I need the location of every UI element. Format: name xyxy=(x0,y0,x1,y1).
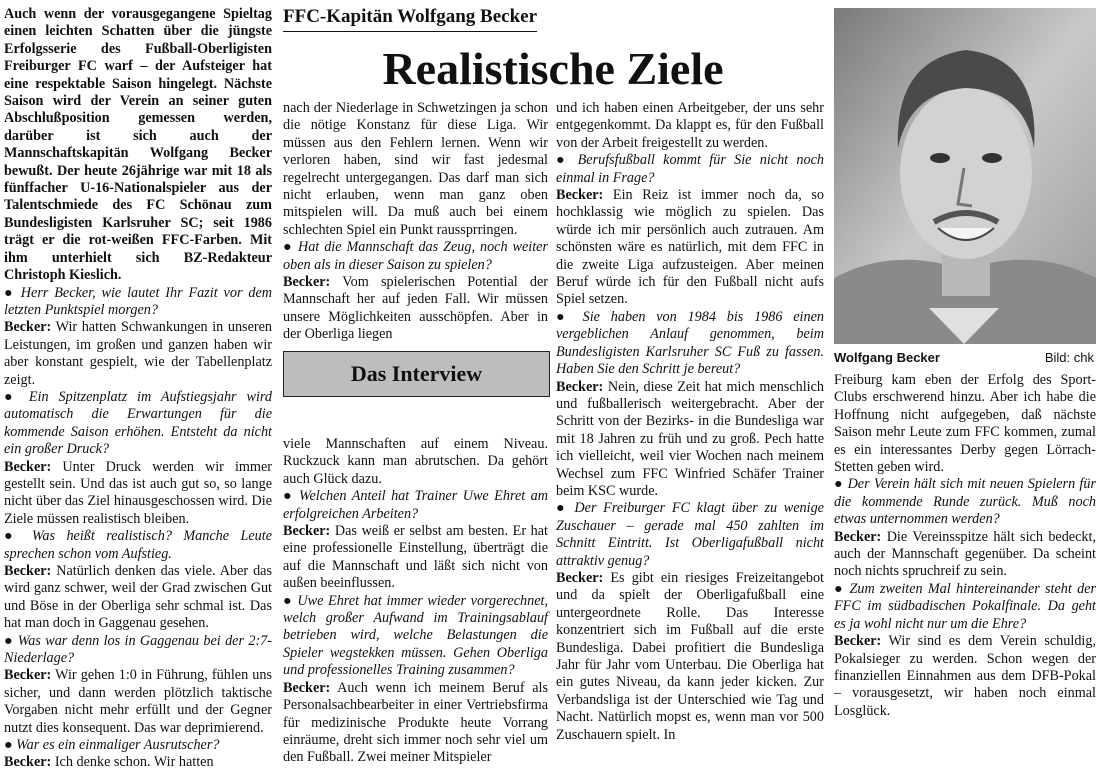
answer-text: Auch wenn ich meinem Beruf als Personalsachbearbeiter in einer Vertriebsfirma für medizinische Produkte heute Vorrang einräume, dreht sich immer noch sehr viel um den Fußball. Zwei meiner Mitspieler xyxy=(283,679,548,766)
column-1 xyxy=(4,6,272,772)
interview-question: ● Herr Becker, wie lautet Ihr Fazit vor dem letzten Punktspiel morgen? xyxy=(4,285,272,320)
interview-question: ● Was heißt realistisch? Manche Leute sprechen schon vom Aufstieg. xyxy=(4,528,272,563)
interview-question: ● War es ein einmaliger Ausrutscher? xyxy=(4,737,272,754)
interview-answer xyxy=(556,379,824,501)
continued-text: viele Mannschaften auf einem Niveau. Ruckzuck kann man abrutschen. Da gehört auch Glück dazu. xyxy=(283,436,548,487)
interview-answer xyxy=(4,319,272,389)
interview-label: Das Interview xyxy=(350,361,483,386)
answer-text: Wir hatten Schwankungen in unseren Leistungen, im großen und ganzen haben wir aber konstant gespielt, wie der Tabellenplatz zeigt. xyxy=(4,319,272,388)
interview-answer xyxy=(4,754,272,771)
answer-text: Wir gehen 1:0 in Führung, fühlen uns sicher, und dann werden plötzlich taktische Vorgaben nicht mehr erfüllt und der Gegner nutzt dies konsequent. Das war deprimierend. xyxy=(4,667,272,736)
speaker-label: Becker: xyxy=(556,187,604,204)
answer-text: Ich denke schon. Wir hatten xyxy=(51,754,214,771)
speaker-label: Becker: xyxy=(4,563,52,579)
continued-text: nach der Niederlage in Schwetzingen ja schon die nötige Konstanz für diese Liga. Wir müssen aus den Fehlern lernen. Wenn wir verloren haben, sind wir fast jedesmal regelrecht untergegangen. Das darf man sich nicht erlauben, wenn man ganz oben mitspielen will. Da muß auch bei einem schlechten Spiel ein Punkt raussprringen. xyxy=(283,100,548,238)
article-kicker: FFC-Kapitän Wolfgang Becker xyxy=(283,6,537,32)
interview-answer xyxy=(834,633,1096,720)
interview-answer xyxy=(283,680,548,767)
speaker-label: Becker: xyxy=(4,458,52,475)
answer-text: Die Vereinsspitze hält sich bedeckt, auch der Mannschaft gegenüber. Da scheint noch nichts spruchreif zu sein. xyxy=(834,528,1096,580)
interview-question: ● Der Freiburger FC klagt über zu wenige Zuschauer – gerade mal 450 zahlten im Schnitt Eintritt. Ist Oberligafußball nicht attraktiv genug? xyxy=(556,500,824,570)
portrait-illustration xyxy=(834,8,1096,344)
column-2-bottom xyxy=(283,436,548,767)
interview-answer xyxy=(4,459,272,529)
column-4 xyxy=(834,372,1096,720)
interview-answer xyxy=(4,563,272,633)
article-intro: Auch wenn der vorausgegangene Spieltag einen leichten Schatten über die jüngste Erfolgsserie des Fußball-Oberligisten Freiburger FC warf – der Aufsteiger hat eine respektable Saison hingelegt. Nächste Saison wird der Verein an seiner guten Abschlußposition gemessen werden, darüber ist sich auch der Mannschaftskapitän Wolfgang Becker bewußt. Der heute 26jährige war mit 18 als fünffacher U-16-Nationalspieler aus der Talentschmiede des FC Schönau zum Bundesligisten Karlsruher SC; seit 1986 trägt er die rot-weißen FFC-Farben. Mit ihm unterhielt sich BZ-Redakteur Christoph Kieslich. xyxy=(4,6,272,284)
speaker-label: Becker: xyxy=(4,319,52,336)
interview-answer xyxy=(4,667,272,737)
answer-text: Das weiß er selbst am besten. Er hat eine professionelle Einstellung, überträgt die auf die Mannschaft und läßt sich nicht von außen beeinflussen. xyxy=(283,523,548,592)
interview-answer xyxy=(283,523,548,593)
speaker-label: Becker: xyxy=(4,754,52,771)
photo-caption-name: Wolfgang Becker xyxy=(834,350,940,365)
interview-question: ● Berufsfußball kommt für Sie nicht noch einmal in Frage? xyxy=(556,152,824,187)
speaker-label: Becker: xyxy=(834,633,882,650)
speaker-label: Becker: xyxy=(556,378,604,395)
speaker-label: Becker: xyxy=(556,569,604,586)
interview-answer xyxy=(834,529,1096,581)
interview-question: ● Uwe Ehret hat immer wieder vorgerechnet, welch großer Aufwand im Trainingsablauf betrieben wird, welche Belastungen die Spieler wegstekken müssen. Gehen Oberliga und professionelles Training zusammen? xyxy=(283,593,548,680)
interview-question: ● Zum zweiten Mal hintereinander steht der FFC im südbadischen Pokalfinale. Da geht es ja wohl nicht nur um die Ehre? xyxy=(834,581,1096,633)
column-2-top xyxy=(283,100,548,344)
answer-text: Unter Druck werden wir immer gestellt sein. Und das ist auch gut so, so lange nicht über das Ziel hinausgeschossen wird. Die Ziele müssen realistisch bleiben. xyxy=(4,458,272,527)
interview-question: ● Ein Spitzenplatz im Aufstiegsjahr wird automatisch die Erwartungen für die kommende Saison erhöhen. Entsteht da nicht ein großer Druck? xyxy=(4,389,272,459)
answer-text: Natürlich denken das viele. Aber das wird ganz schwer, weil der Grad zwischen Gut und Böse in der Oberliga sehr schmal ist. Das hat man doch in Gaggenau gesehen. xyxy=(4,563,272,632)
interview-question: ● Was war denn los in Gaggenau bei der 2:7-Niederlage? xyxy=(4,633,272,668)
article-headline: Realistische Ziele xyxy=(382,43,724,94)
interview-question: ● Hat die Mannschaft das Zeug, noch weiter oben als in dieser Saison zu spielen? xyxy=(283,239,548,274)
photo-credit: Bild: chk xyxy=(1044,350,1094,365)
speaker-label: Becker: xyxy=(834,528,882,545)
column-1-body xyxy=(4,285,272,772)
interview-question: ● Welchen Anteil hat Trainer Uwe Ehret am erfolgreichen Arbeiten? xyxy=(283,488,548,523)
speaker-label: Becker: xyxy=(283,679,331,696)
column-3 xyxy=(556,100,824,744)
speaker-label: Becker: xyxy=(4,667,52,684)
interview-label-box xyxy=(283,351,550,397)
continued-text: Freiburg kam eben der Erfolg des Sport-Clubs erschwerend hinzu. Aber ich habe die Hoffnung nicht aufgegeben, daß nächste Saison mehr Leute zum FFC kommen, zumal es ein interessantes Derby gegen Lörrach-Stetten geben wird. xyxy=(834,372,1096,476)
portrait-photo xyxy=(834,8,1096,344)
speaker-label: Becker: xyxy=(283,523,331,540)
interview-answer xyxy=(556,570,824,744)
answer-text: Vom spielerischen Potential der Mannschaft her auf jeden Fall. Wir müssen unsere Möglichkeiten ausschöpfen. Aber in der Oberliga liegen xyxy=(283,274,548,343)
speaker-label: Becker: xyxy=(283,274,331,291)
answer-text: Ein Reiz ist immer noch da, so hochklassig wie möglich zu spielen. Das würde ich mir persönlich auch zutrauen. Am schönsten wäre es natürlich, mit dem FFC in die zweite Liga aufzusteigen. Aber meinen Beruf würde ich für den Fußball nicht aufs Spiel setzen. xyxy=(556,187,824,308)
interview-answer xyxy=(283,274,548,344)
interview-answer xyxy=(556,187,824,309)
interview-question: ● Der Verein hält sich mit neuen Spielern für die kommende Runde zurück. Muß noch etwas unternommen werden? xyxy=(834,476,1096,528)
answer-text: Nein, diese Zeit hat mich menschlich und fußballerisch weitergebracht. Aber der Schritt von der Bezirks- in die Bundesliga war mit 18 Jahren zu früh und zu groß. Pech hatte ich vielleicht, weil vier Wochen nach meinem Wechsel zum FFC Winfried Schäfer Trainer beim KSC wurde. xyxy=(556,378,824,499)
answer-text: Wir sind es dem Verein schuldig, Pokalsieger zu werden. Schon wegen der finanziellen Einnahmen aus dem DFB-Pokal – vorausgesetzt, wir haben noch einmal Losglück. xyxy=(834,633,1096,719)
continued-text: und ich haben einen Arbeitgeber, der uns sehr entgegenkommt. Da klappt es, für den Fußball von der Arbeit freigestellt zu werden. xyxy=(556,100,824,151)
interview-question: ● Sie haben von 1984 bis 1986 einen vergeblichen Anlauf genommen, beim Bundesligisten Karlsruher SC Fuß zu fassen. Haben Sie den Schritt je bereut? xyxy=(556,309,824,379)
answer-text: Es gibt ein riesiges Freizeitangebot und da spielt der Oberligafußball eine untergeordnete Rolle. Das Interesse konzentriert sich im Fußball auf die erste Bundesliga. Dabei profitiert die Bundesliga Jahr für Jahr vom Unterbau. Die Oberliga hat ein gutes Niveau, da kann jeder kicken. Zur Verbandsliga ist der Unterschied wie Tag und Nacht. Natürlich mopst es, wenn man vor 500 Zuschauern spielt. In xyxy=(556,569,824,743)
